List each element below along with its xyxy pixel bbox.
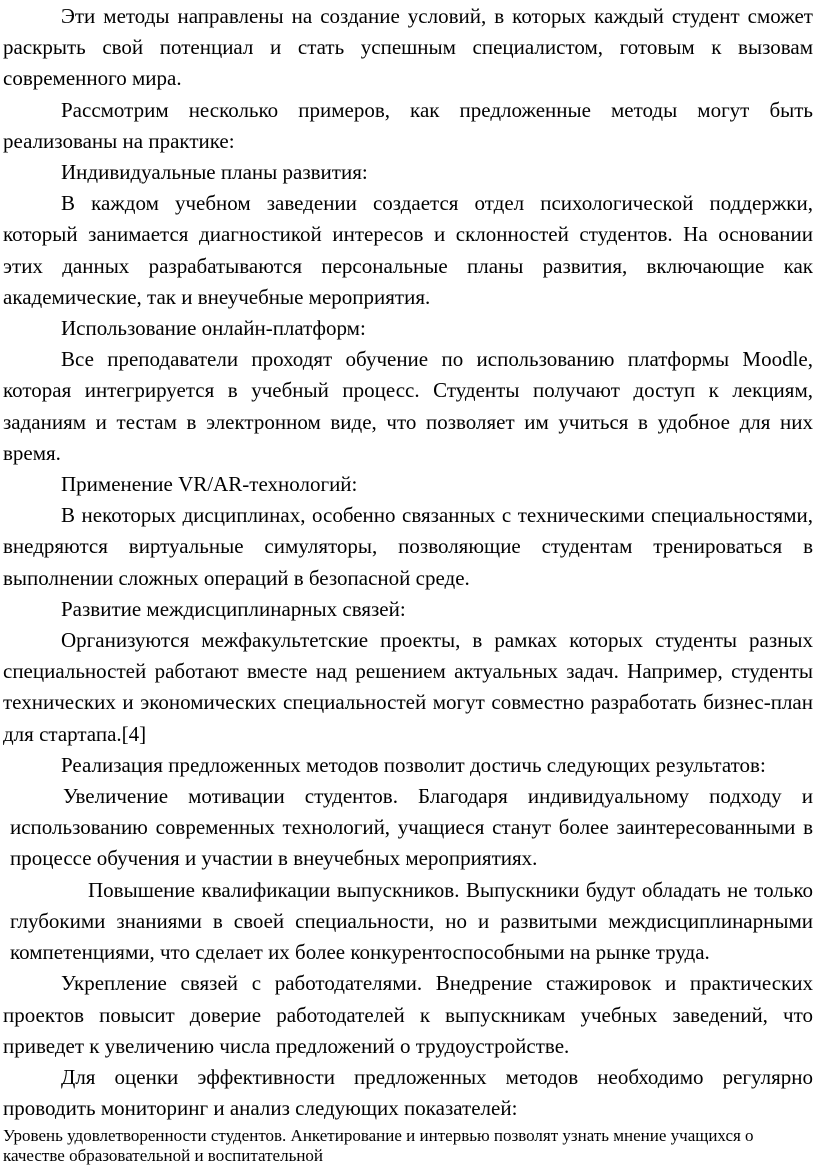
paragraph-online-platforms: Все преподаватели проходят обучение по использованию платформы Moodle, которая интегрируется в учебный процесс. Студенты получают доступ к лекциям, заданиям и тестам в электронном виде, что позволяет им учиться в удобное для них время. [3,347,813,465]
paragraph-monitoring-intro: Для оценки эффективности предложенных методов необходимо регулярно проводить мониторинг и анализ следующих показателей: [3,1064,813,1121]
result-item-employers: Укрепление связей с работодателями. Внедрение стажировок и практических проектов повысит доверие работодателей к выпускникам учебных заведений, что приведет к увеличению числа предложений о трудоустройстве. [3,971,813,1058]
paragraph-results-intro: Реализация предложенных методов позволит достичь следующих результатов: [61,752,766,777]
result-item-motivation: Увеличение мотивации студентов. Благодаря индивидуальному подходу и использованию современных технологий, учащиеся станут более заинтересованными в процессе обучения и участии в внеучебных мероприятиях. [10,784,813,871]
paragraph-vr-ar: В некоторых дисциплинах, особенно связанных с техническими специальностями, внедряются виртуальные симуляторы, позволяющие студентам тренироваться в выполнении сложных операций в безопасной среде. [3,503,813,590]
heading-individual-plans: Индивидуальные планы развития: [61,160,368,185]
paragraph-individual-plans: В каждом учебном заведении создается отдел психологической поддержки, который занимается диагностикой интересов и склонностей студентов. На основании этих данных разрабатываются персональные планы развития, включающие как академические, так и внеучебные мероприятия. [3,191,813,309]
result-item-qualification: Повышение квалификации выпускников. Выпускники будут обладать не только глубокими знаниями в своей специальности, но и развитыми междисциплинарными компетенциями, что сделает их более конкурентоспособными на рынке труда. [10,877,813,965]
document-page [0,1,816,1174]
heading-interdisciplinary: Развитие междисциплинарных связей: [61,596,406,621]
paragraph-interdisciplinary: Организуются межфакультетские проекты, в рамках которых студенты разных специальностей работают вместе над решением актуальных задач. Например, студенты технических и экономических специальностей могут совместно разработать бизнес-план для стартапа.[4] [3,628,813,746]
heading-online-platforms: Использование онлайн-платформ: [61,316,366,341]
footer-note: Уровень удовлетворенности студентов. Анкетирование и интервью позволят узнать мнение учащихся о качестве образовательной и воспитательной [3,1126,754,1165]
paragraph-examples-intro: Рассмотрим несколько примеров, как предложенные методы могут быть реализованы на практике: [3,97,813,153]
paragraph-methods-goal: Эти методы направлены на создание условий, в которых каждый студент сможет раскрыть свой потенциал и стать успешным специалистом, готовым к вызовам современного мира. [3,4,813,91]
heading-vr-ar: Применение VR/AR-технологий: [61,472,358,497]
